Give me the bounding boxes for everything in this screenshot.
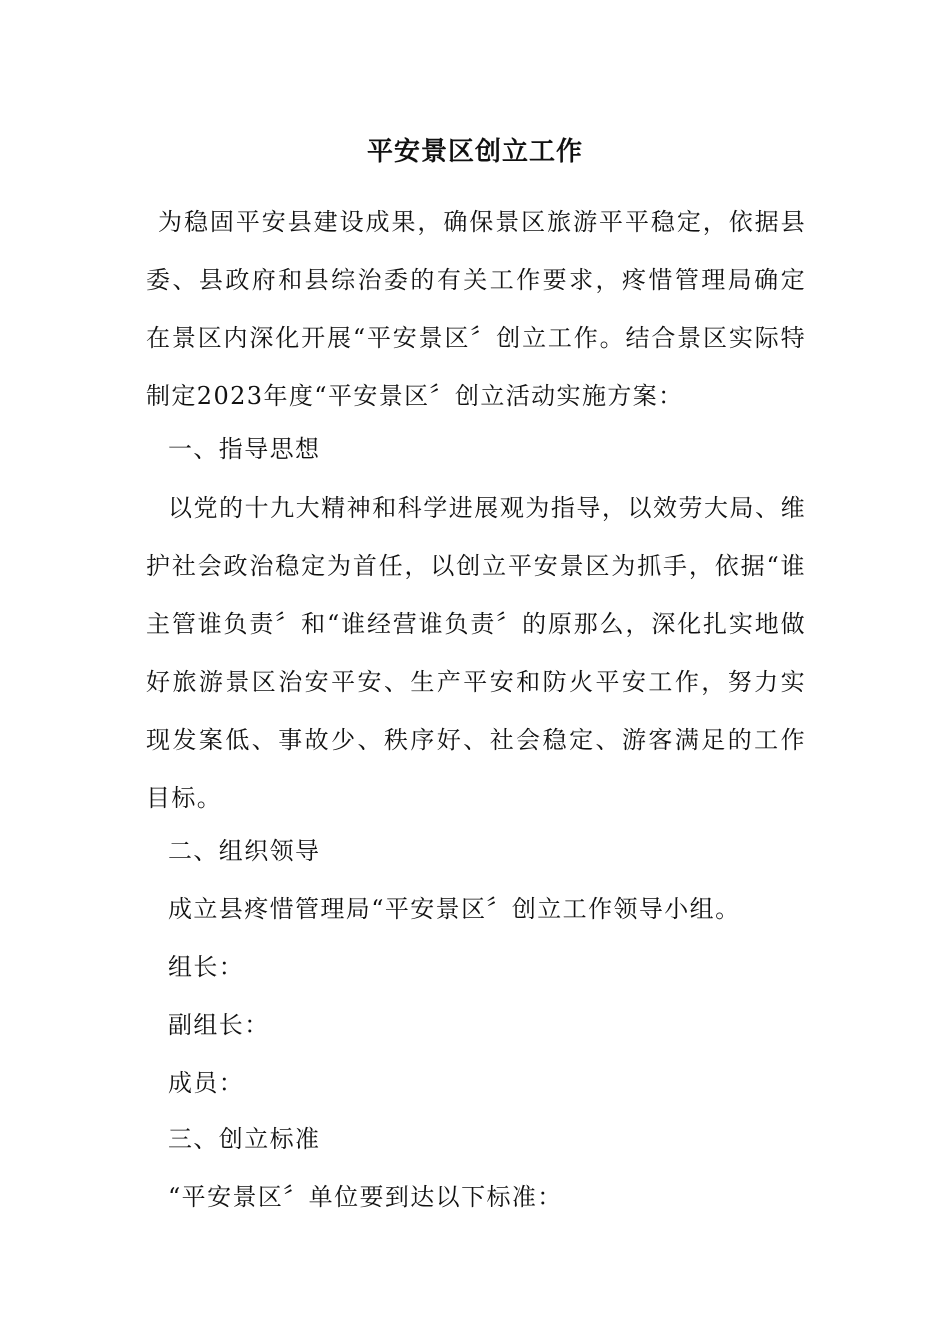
section1-paragraph-text: 以党的十九大精神和科学进展观为指导，以效劳大局、维护社会政治稳定为首任，以创立平安景区为抓手，依据“谁主管谁负责〞和“谁经营谁负责〞的原那么，深化扎实地做好旅游景区治安平安、生产平安和防火平安工作，努力实现发案低、事故少、秩序好、社会稳定、游客满足的工作目标。 (146, 494, 806, 812)
section1-heading: 一、指导思想 (168, 435, 321, 463)
section3-heading: 三、创立标准 (168, 1125, 321, 1153)
section2-heading: 二、组织领导 (168, 837, 321, 865)
document-title: 平安景区创立工作 (366, 137, 583, 167)
intro-paragraph-text: 为稳固平安县建设成果，确保景区旅游平平稳定，依据县委、县政府和县综治委的有关工作要求，疼惜管理局确定在景区内深化开展“平安景区〞创立工作。结合景区实际特制定2023年度“平安景区〞创立活动实施方案： (146, 208, 806, 410)
leader-label: 组长： (168, 953, 245, 981)
section3-line: “平安景区〞单位要到达以下标准： (168, 1183, 563, 1211)
deputy-leader-label: 副组长： (168, 1011, 270, 1039)
intro-paragraph (146, 193, 806, 425)
members-label: 成员： (168, 1069, 245, 1097)
section2-line: 成立县疼惜管理局“平安景区〞创立工作领导小组。 (168, 895, 741, 923)
section1-paragraph (146, 479, 806, 827)
